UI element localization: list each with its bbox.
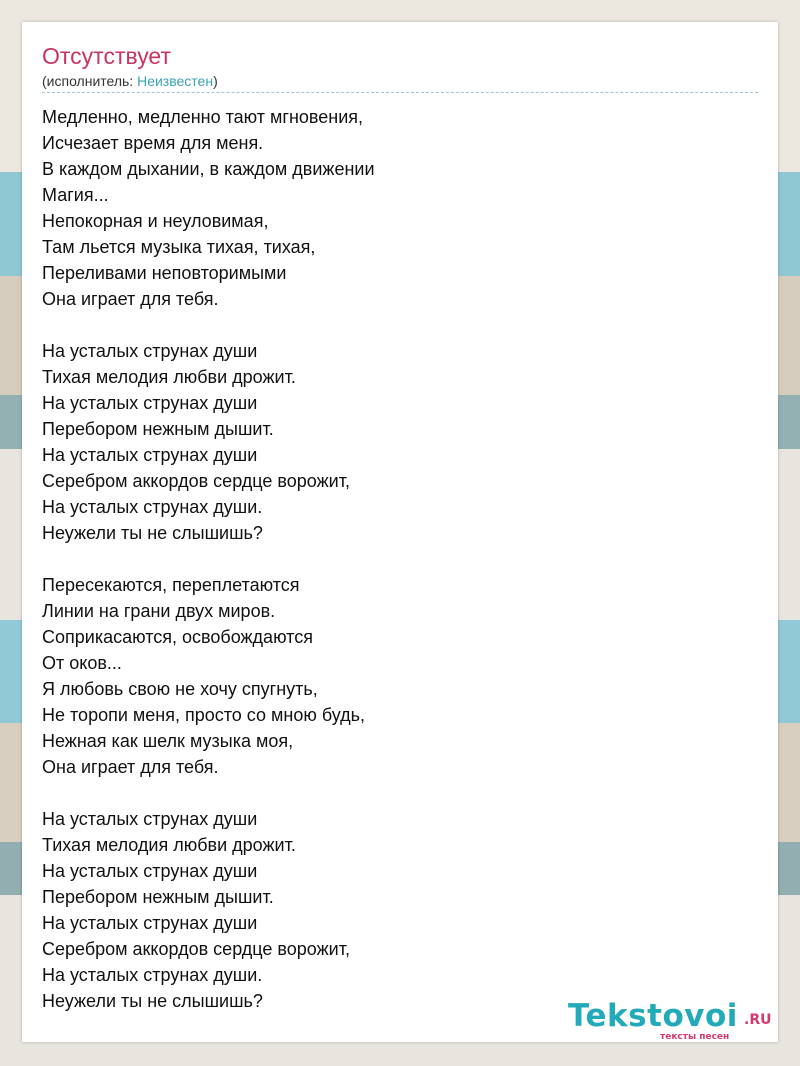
lyrics-line: Пересекаются, переплетаются	[42, 575, 300, 595]
lyrics-line: На усталых струнах души	[42, 341, 258, 361]
lyrics-line: На усталых струнах души	[42, 393, 258, 413]
lyrics-line: На усталых струнах души	[42, 913, 258, 933]
logo-tagline: тексты песен	[660, 1032, 730, 1042]
performer-suffix: )	[213, 73, 218, 89]
lyrics-text	[42, 104, 758, 1040]
performer-prefix: (исполнитель:	[42, 73, 138, 89]
lyrics-line: Неужели ты не слышишь?	[42, 523, 263, 543]
lyrics-line: В каждом дыхании, в каждом движении	[42, 159, 375, 179]
lyrics-line: Исчезает время для меня.	[42, 133, 264, 153]
lyrics-stanza	[42, 806, 758, 1014]
lyrics-line: Линии на грани двух миров.	[42, 601, 276, 621]
lyrics-card	[22, 22, 778, 1042]
lyrics-line: Медленно, медленно тают мгновения,	[42, 107, 364, 127]
logo-domain: .RU	[744, 1012, 772, 1028]
logo-wordmark: Tekstovoi	[568, 998, 738, 1034]
lyrics-line: Магия...	[42, 185, 109, 205]
lyrics-line: Серебром аккордов сердце ворожит,	[42, 471, 350, 491]
lyrics-stanza	[42, 104, 758, 312]
lyrics-line: На усталых струнах души	[42, 861, 258, 881]
lyrics-line: Она играет для тебя.	[42, 757, 219, 777]
performer-link[interactable]: Неизвестен	[137, 73, 214, 89]
lyrics-line: Перебором нежным дышит.	[42, 419, 274, 439]
lyrics-line: Тихая мелодия любви дрожит.	[42, 367, 296, 387]
lyrics-line: На усталых струнах души	[42, 445, 258, 465]
lyrics-line: Не торопи меня, просто со мною будь,	[42, 705, 366, 725]
lyrics-line: На усталых струнах души.	[42, 965, 263, 985]
performer-line	[42, 72, 218, 90]
lyrics-line: На усталых струнах души.	[42, 497, 263, 517]
lyrics-line: Непокорная и неуловимая,	[42, 211, 269, 231]
lyrics-line: Серебром аккордов сердце ворожит,	[42, 939, 350, 959]
lyrics-line: Нежная как шелк музыка моя,	[42, 731, 294, 751]
lyrics-line: Соприкасаются, освобождаются	[42, 627, 313, 647]
lyrics-line: Там льется музыка тихая, тихая,	[42, 237, 316, 257]
lyrics-line: Неужели ты не слышишь?	[42, 991, 263, 1011]
site-logo[interactable]	[568, 998, 778, 1042]
lyrics-line: Она играет для тебя.	[42, 289, 219, 309]
lyrics-line: На усталых струнах души	[42, 809, 258, 829]
lyrics-line: Тихая мелодия любви дрожит.	[42, 835, 296, 855]
lyrics-line: Я любовь свою не хочу спугнуть,	[42, 679, 318, 699]
lyrics-stanza	[42, 338, 758, 546]
lyrics-line: Перебором нежным дышит.	[42, 887, 274, 907]
song-title: Отсутствует	[42, 43, 171, 69]
lyrics-stanza	[42, 572, 758, 780]
lyrics-line: Переливами неповторимыми	[42, 263, 287, 283]
lyrics-line: От оков...	[42, 653, 122, 673]
title-divider	[42, 92, 758, 93]
